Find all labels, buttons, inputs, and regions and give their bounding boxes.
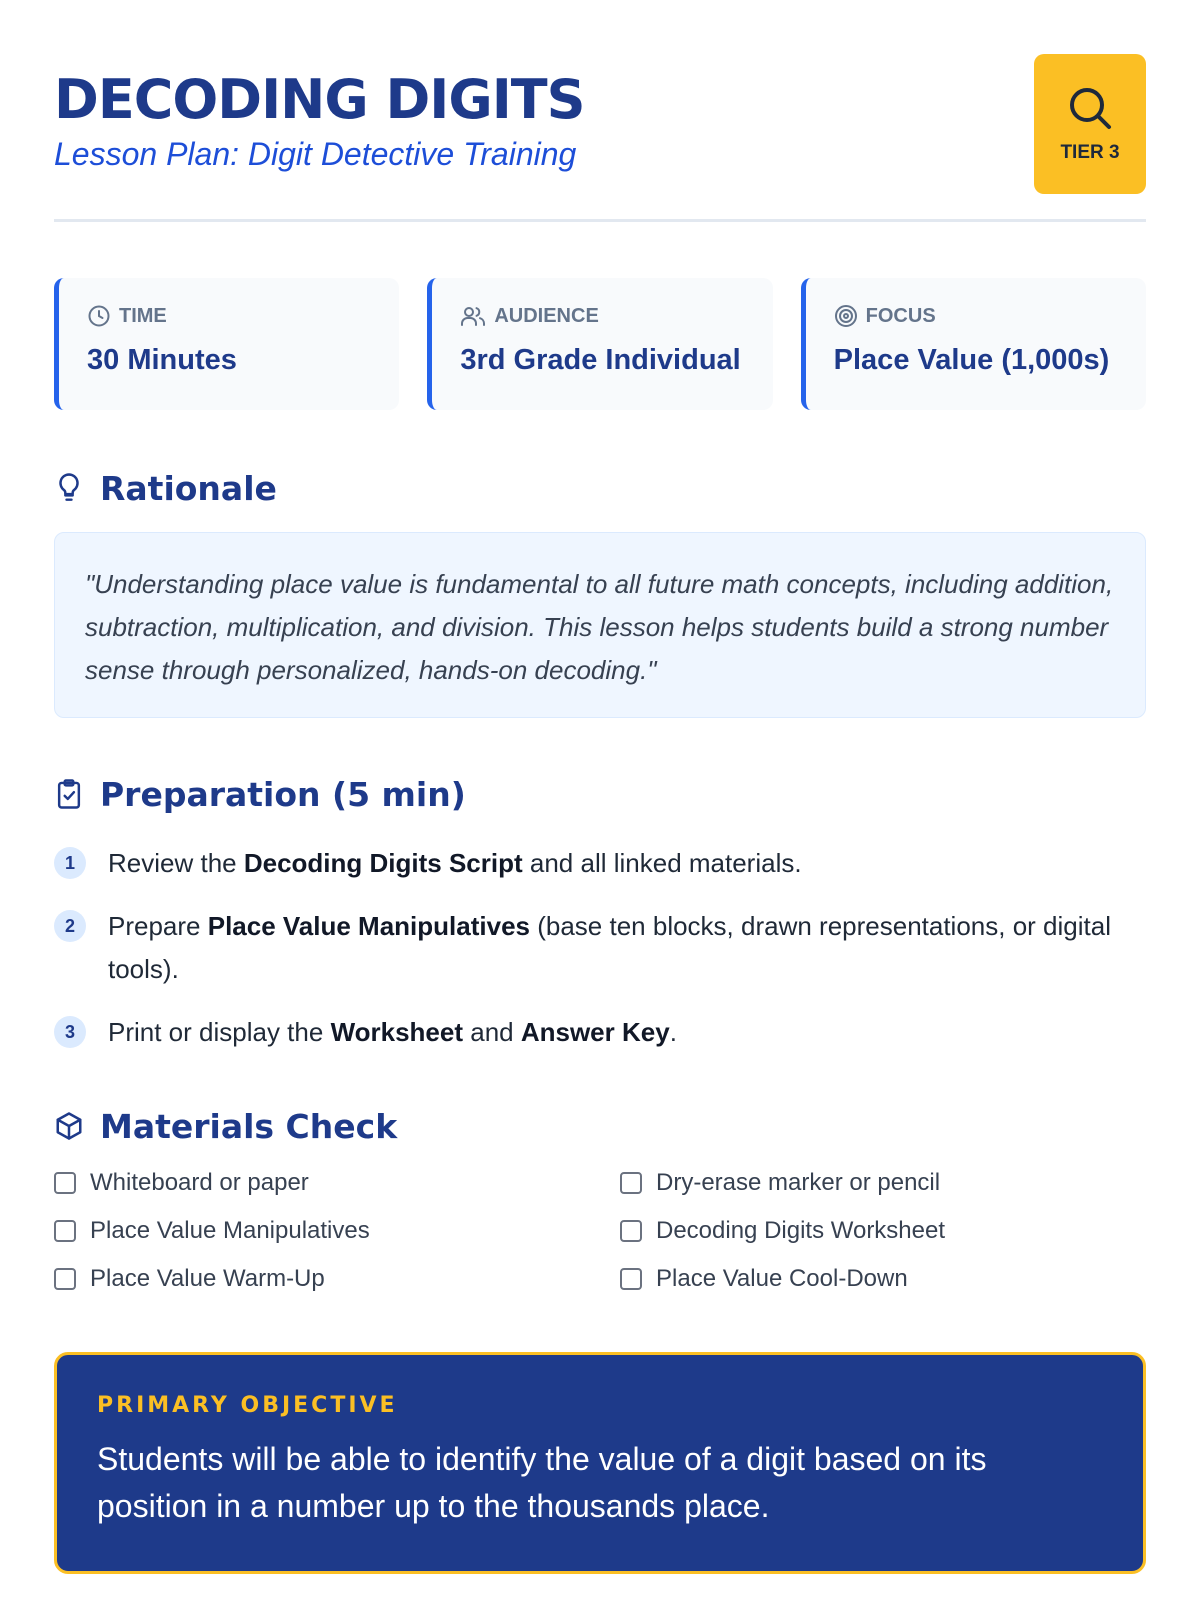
rationale-heading: [54, 466, 277, 510]
step-text: and: [463, 1017, 521, 1047]
objective-label: PRIMARY OBJECTIVE: [97, 1393, 398, 1418]
preparation-heading: [54, 772, 466, 816]
tier-badge: [1034, 54, 1146, 194]
checklist-item[interactable]: [54, 1266, 580, 1292]
page-title: DECODING DIGITS: [54, 68, 585, 131]
checklist-item[interactable]: [620, 1266, 1146, 1292]
info-card-time: [54, 278, 399, 410]
primary-objective-box: [54, 1352, 1146, 1574]
checkbox[interactable]: [54, 1268, 76, 1290]
checklist-item-label: Dry-erase marker or pencil: [656, 1169, 941, 1196]
rationale-quote: "Understanding place value is fundamental to all future math concepts, including addition, subtraction, multiplication, and division. This lesson helps students build a strong number sense through personalized, hands-on decoding.": [54, 532, 1146, 718]
materials-heading: [54, 1104, 397, 1148]
step-number: 2: [54, 910, 86, 942]
page-subtitle: Lesson Plan: Digit Detective Training: [54, 136, 577, 172]
step-emphasis: Answer Key: [520, 1017, 670, 1047]
info-cards: [54, 278, 1146, 410]
checklist-item[interactable]: [54, 1170, 580, 1196]
step-text: (base ten blocks, drawn representations, or digital tools).: [108, 911, 1111, 984]
step-text: and all linked materials.: [522, 848, 802, 878]
clipboard-check-icon: [54, 778, 84, 810]
info-card-label: FOCUS: [865, 304, 936, 327]
list-item: [54, 905, 1146, 991]
info-card-label: TIME: [119, 304, 167, 327]
objective-text: Students will be able to identify the value of a digit based on its position in a number up to the thousands place.: [97, 1441, 987, 1524]
box-icon: [54, 1111, 84, 1141]
step-text: Print or display the: [108, 1017, 331, 1047]
users-icon: [460, 304, 486, 328]
info-card-label: AUDIENCE: [494, 304, 599, 327]
info-card-value: Place Value (1,000s): [833, 344, 1110, 376]
checklist-item-label: Whiteboard or paper: [90, 1169, 309, 1196]
list-item: [54, 1011, 1146, 1054]
checkbox[interactable]: [620, 1268, 642, 1290]
checklist-item-label: Place Value Warm-Up: [90, 1265, 325, 1292]
info-card-value: 3rd Grade Individual: [460, 344, 741, 376]
section-title-text: Rationale: [100, 468, 277, 508]
checklist-item-label: Place Value Cool-Down: [656, 1265, 908, 1292]
checkbox[interactable]: [54, 1220, 76, 1242]
checklist-item-label: Decoding Digits Worksheet: [656, 1217, 946, 1244]
list-item: [54, 842, 1146, 885]
step-number: 3: [54, 1016, 86, 1048]
checkbox[interactable]: [620, 1172, 642, 1194]
checkbox[interactable]: [54, 1172, 76, 1194]
tier-label: TIER 3: [1060, 142, 1120, 163]
info-card-focus: [801, 278, 1146, 410]
clock-icon: [87, 304, 111, 328]
checklist-item[interactable]: [620, 1170, 1146, 1196]
target-icon: [834, 304, 858, 328]
search-icon: [1066, 84, 1114, 132]
step-text: .: [669, 1017, 677, 1047]
section-title-text: Materials Check: [100, 1106, 398, 1146]
step-emphasis: Worksheet: [330, 1017, 464, 1047]
checklist-item[interactable]: [620, 1218, 1146, 1244]
materials-checklist: [54, 1170, 1146, 1292]
preparation-steps: [54, 842, 1146, 1074]
step-number: 1: [54, 847, 86, 879]
info-card-audience: [427, 278, 772, 410]
checklist-item-label: Place Value Manipulatives: [90, 1217, 370, 1244]
step-emphasis: Place Value Manipulatives: [207, 911, 530, 941]
checkbox[interactable]: [620, 1220, 642, 1242]
lightbulb-icon: [54, 472, 84, 504]
step-text: Prepare: [108, 911, 208, 941]
step-emphasis: Decoding Digits Script: [243, 848, 523, 878]
checklist-item[interactable]: [54, 1218, 580, 1244]
step-text: Review the: [108, 848, 244, 878]
page-header: [54, 52, 1146, 222]
section-title-text: Preparation (5 min): [100, 774, 466, 814]
info-card-value: 30 Minutes: [87, 344, 237, 376]
